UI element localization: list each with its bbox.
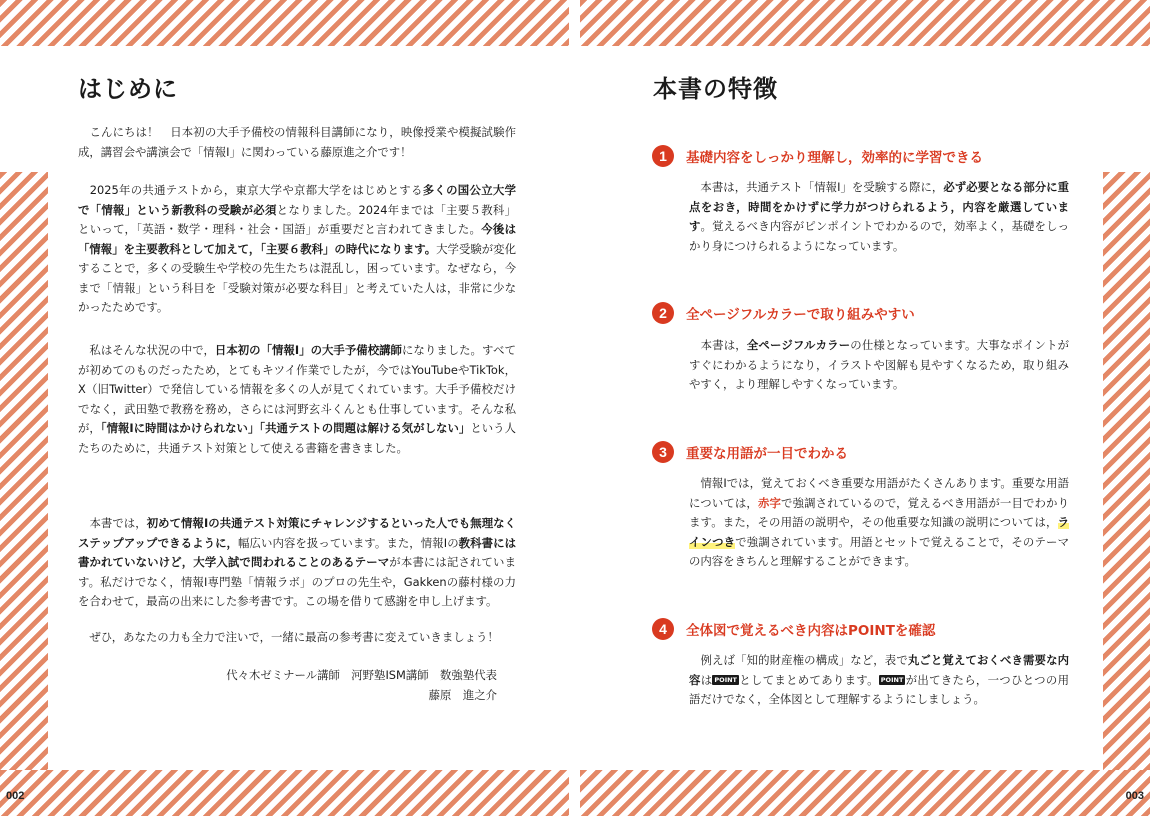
stripe-band-top-left: [0, 0, 569, 46]
feature-title-text: 全ページフルカラーで取り組みやすい: [686, 307, 915, 323]
feature-2-body: [689, 336, 1069, 395]
point-icon: POINT: [880, 675, 904, 684]
body-text: が本書には記されています。私だけでなく，情報Ⅰ専門塾「情報ラボ」のプロの先生や，Gakkenの藤村様の力を合わせて，最高の出来にした参考書です。この場を借りて感謝を申し上げます。: [78, 555, 516, 608]
body-text: の仕様となっています。大事なポイントがすぐにわかるようになり，イラストや図解も見やすくなるため，取り組みやすく，より理解しやすくなっています。: [689, 338, 1069, 391]
intro-paragraph-4: [78, 514, 516, 612]
feature-number-badge: 3: [652, 441, 674, 463]
body-text: 大学受験が変化することで，多くの受験生や学校の先生たちは混乱し，困っています。なぜなら，今まで「情報」という科目を「受験対策が必要な科目」と考えていた人は，非常に少なかったためです。: [78, 241, 516, 314]
feature-number-badge: 4: [652, 618, 674, 640]
page-title-right: 本書の特徴: [653, 75, 778, 103]
body-text: は: [700, 672, 713, 687]
stripe-band-top-right: [580, 0, 1150, 46]
highlighted-text: ラインつき: [689, 515, 1069, 549]
feature-3-body: [689, 474, 1069, 572]
feature-number-badge: 2: [652, 302, 674, 324]
body-text: 本書は，共通テスト「情報Ⅰ」を受験する際に，: [689, 180, 944, 194]
body-text: ぜひ，あなたの力も全力で注いで，一緒に最高の参考書に変えていきましょう！: [78, 630, 499, 644]
intro-paragraph-5: [78, 628, 516, 648]
bold-text: 教科書には書かれていないけど，大学入試で問われることのあるテーマ: [78, 535, 516, 569]
stripe-band-left-side: [0, 172, 48, 770]
left-page: [48, 46, 569, 770]
feature-3-title: [652, 440, 848, 464]
body-text: で強調されています。用語とセットで覚えることで，そのテーマの内容をきちんと理解することができます。: [689, 534, 1069, 568]
stripe-band-bottom-right: [580, 770, 1150, 816]
body-text: としてまとめてあります。: [739, 672, 879, 687]
body-text: となりました。2024年までは「主要５教科」といって，「英語・数学・理科・社会・国語」が重要だと言われてきました。: [78, 202, 516, 236]
feature-1-body: [689, 178, 1069, 256]
point-icon: POINT: [714, 675, 737, 684]
bold-text: 多くの国公立大学で「情報」という新教科の受験が必須: [78, 183, 516, 217]
body-text: になりました。すべてが初めてのものだったため，とてもキツイ作業でしたが，今ではYouTubeやTikTok，X（旧Twitter）で発信している情報を多くの人が見てくれています。大手予備校だけでなく，武田塾で教務を務め，さらには河野玄斗くんとも仕事しています。そんな私が，: [78, 343, 516, 435]
page-number-right: 003: [1125, 790, 1144, 802]
body-text: こんにちは！ 日本初の大手予備校の情報科目講師になり，映像授業や模擬試験作成，講習会や講演会で「情報Ⅰ」に関わっている藤原進之介です！: [78, 125, 516, 159]
right-page: [580, 46, 1103, 770]
author-affiliations: 代々木ゼミナール講師 河野塾ISM講師 数強塾代表: [226, 668, 497, 682]
body-text: という人たちのために，共通テスト対策として使える書籍を書きました。: [78, 421, 516, 455]
bold-text: 今後は「情報」を主要教科として加えて，「主要６教科」の時代になります。: [78, 222, 516, 256]
body-text: 本書は，: [689, 338, 747, 352]
stripe-band-bottom-left: [0, 770, 569, 816]
red-emphasis-text: 赤字: [757, 495, 782, 510]
feature-number-badge: 1: [652, 145, 674, 167]
intro-paragraph-3: [78, 341, 516, 458]
author-name: 藤原 進之介: [428, 687, 497, 702]
body-text: 2025年の共通テストから，東京大学や京都大学をはじめとする: [78, 183, 423, 197]
feature-4-title: [652, 617, 935, 641]
page-title-left: はじめに: [78, 75, 178, 103]
page-number-left: 002: [6, 790, 25, 802]
feature-title-text: 重要な用語が一目でわかる: [686, 446, 848, 462]
bold-text: 必ず必要となる部分に重点をおき，時間をかけずに学力がつけられるよう，内容を厳選しています: [689, 180, 1069, 233]
body-text: が出てきたら，一つひとつの用語だけでなく，全体図として理解するようにしましょう。: [689, 672, 1069, 706]
body-text: 本書では，: [78, 516, 147, 530]
body-text: 情報Ⅰでは，覚えておくべき重要な用語がたくさんあります。重要な用語については，: [689, 476, 1069, 510]
body-text: で強調されているので，覚えるべき用語が一目でわかります。また，その用語の説明や，その他重要な知識の説明については，: [689, 495, 1069, 529]
bold-text: 丸ごと覚えておくべき需要な内容: [689, 653, 1069, 687]
bold-text: 「情報Ⅰに時間はかけられない」「共通テストの問題は解ける気がしない」: [100, 421, 471, 435]
body-text: 例えば「知的財産権の構成」など，表で: [689, 653, 908, 667]
intro-paragraph-1: [78, 123, 516, 162]
body-text: 幅広い内容を扱っています。また，情報Ⅰの: [238, 535, 459, 550]
body-text: 。覚えるべき内容がピンポイントでわかるので，効率よく，基礎をしっかり身につけられるようになっています。: [689, 219, 1069, 253]
feature-title-text: 基礎内容をしっかり理解し，効率的に学習できる: [686, 150, 983, 166]
intro-paragraph-2: [78, 181, 516, 318]
feature-4-body: [689, 651, 1069, 710]
feature-title-text: 全体図で覚えるべき内容はPOINTを確認: [686, 623, 936, 639]
feature-2-title: [652, 301, 915, 325]
author-signature: [226, 666, 497, 705]
bold-text: 全ページフルカラー: [746, 338, 851, 352]
feature-1-title: [652, 144, 983, 168]
bold-text: 初めて情報Ⅰの共通テスト対策にチャレンジするといった人でも無理なくステップアップできるように，: [78, 516, 516, 550]
stripe-band-right-side: [1103, 172, 1150, 770]
bold-text: 日本初の「情報Ⅰ」の大手予備校講師: [214, 343, 402, 357]
body-text: 私はそんな状況の中で，: [78, 343, 215, 357]
